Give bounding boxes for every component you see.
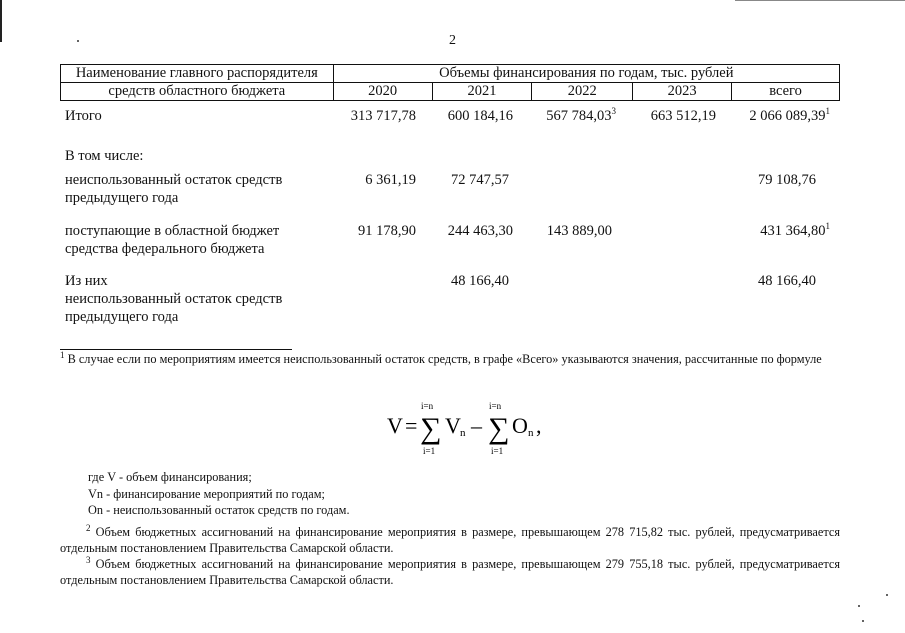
scan-speck [858,605,860,607]
funding-table-header [60,64,840,101]
row-unused-2021: 72 747,57 [451,172,509,188]
formula-sum1-upper: i=n [421,401,434,411]
row-unused-2020: 6 361,19 [365,172,416,188]
footnote-2: $^2$ Объем бюджетных ассигнований на финансирование мероприятия в размере, превышающем 278 715,82 тыс. рублей, предусматривается отдельным постановлением Правительства Самарской области. [60,522,840,555]
row-total-label: Итого [65,108,102,124]
row-federal-label: поступающие в областной бюджет средства федерального бюджета [65,223,280,257]
header-year-2021: 2021 [432,83,532,101]
row-federal-2022: 143 889,00 [546,223,612,239]
scan-edge-top [735,0,905,1]
row-unused-label: неиспользованный остаток средств предыдущего года [65,172,283,206]
row-federal-all: 431 364,80$^1$ [760,221,830,239]
footnote-separator [60,349,292,350]
header-funding-title: Объемы финансирования по годам, тыс. рублей [333,65,839,83]
header-year-2023: 2023 [633,83,732,101]
legend-line: где V - объем финансирования; [88,470,252,484]
row-unused-all: 79 108,76 [758,172,816,188]
formula-legend [88,469,350,519]
header-year-2020: 2020 [333,83,432,101]
formula [385,398,585,460]
header-total: всего [732,83,840,101]
scan-speck [886,594,888,596]
row-total-2022: 567 784,03$^3$ [546,106,616,124]
page-number: 2 [449,33,456,48]
row-total-all: 2 066 089,39$^1$ [749,106,830,124]
formula-term1-sub: n [460,427,466,439]
footnote-3: $^3$ Объем бюджетных ассигнований на финансирование мероприятия в размере, превышающем 279 755,18 тыс. рублей, предусматривается отдельным постановлением Правительства Самарской области. [60,554,840,587]
formula-sum2-upper: i=n [489,401,502,411]
row-of-which-all: 48 166,40 [758,273,816,289]
row-of-which-label: Из них неиспользованный остаток средств предыдущего года [65,273,283,325]
row-including-label: В том числе: [65,148,144,164]
row-of-which-2021: 48 166,40 [451,273,509,289]
legend-line: Vn - финансирование мероприятий по годам; [88,486,325,501]
row-total-2023: 663 512,19 [650,108,716,124]
footnote-1: $^1$ В случае если по мероприятиям имеется неиспользованный остаток средств, в графе «Всего» указываются значения, рассчитанные по формуле [60,349,822,366]
header-name-line2: средств областного бюджета [61,83,334,101]
formula-sum1-lower: i=1 [423,446,436,456]
formula-tail: , [536,413,542,438]
formula-term2-sub: n [528,427,534,439]
formula-sum1-sigma: ∑ [420,412,442,445]
formula-sum2-lower: i=1 [491,446,504,456]
formula-lhs: V [387,413,403,438]
header-year-2022: 2022 [532,83,633,101]
formula-term2: O [512,413,528,438]
formula-minus: – [471,413,482,438]
scan-speck [862,620,864,622]
row-federal-2021: 244 463,30 [447,223,513,239]
row-federal-2020: 91 178,90 [358,223,416,239]
legend-line: On - неиспользованный остаток средств по годам. [88,503,350,517]
formula-sum2-sigma: ∑ [488,412,510,445]
row-total-2021: 600 184,16 [447,108,513,124]
row-total-2020: 313 717,78 [350,108,416,124]
header-name-line1: Наименование главного распорядителя [61,65,334,83]
formula-eq: = [405,413,418,438]
formula-term1: V [445,413,461,438]
